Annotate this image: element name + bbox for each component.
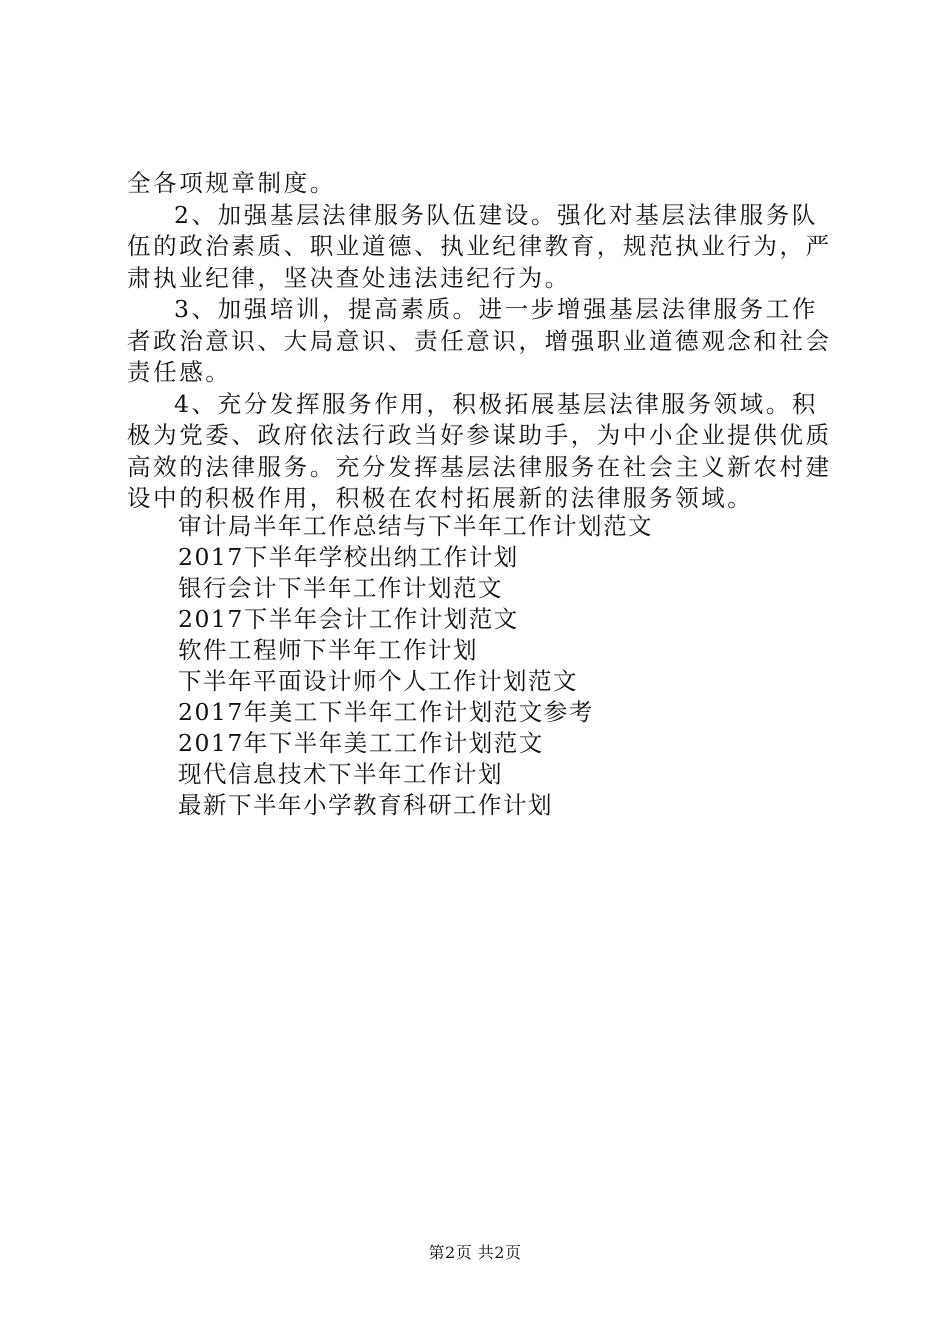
related-article-link[interactable]: 2017下半年会计工作计划范文: [178, 605, 519, 633]
related-article-link[interactable]: 软件工程师下半年工作计划: [178, 636, 478, 664]
related-article-link[interactable]: 审计局半年工作总结与下半年工作计划范文: [178, 512, 653, 540]
paragraph-continuation: 全各项规章制度。: [127, 169, 336, 197]
paragraph-item-3: 3、加强培训，提高素质。进一步增强基层法律服务工作者政治意识、大局意识、责任意识，增强职业道德观念和社会责任感。: [127, 295, 832, 386]
related-article-link[interactable]: 2017下半年学校出纳工作计划: [178, 543, 519, 571]
related-article-link[interactable]: 2017年美工下半年工作计划范文参考: [178, 698, 594, 726]
page-footer: [0, 1243, 950, 1263]
related-article-link[interactable]: 现代信息技术下半年工作计划: [178, 760, 503, 788]
page-number: 第2页 共2页: [428, 1243, 522, 1262]
related-articles-list: [178, 511, 878, 821]
document-body: [127, 168, 837, 515]
related-article-link[interactable]: 最新下半年小学教育科研工作计划: [178, 791, 553, 819]
paragraph-item-4: 4、充分发挥服务作用，积极拓展基层法律服务领域。积极为党委、政府依法行政当好参谋助手，为中小企业提供优质高效的法律服务。充分发挥基层法律服务在社会主义新农村建设中的积极作用，积极在农村拓展新的法律服务领域。: [127, 389, 832, 512]
related-article-link[interactable]: 下半年平面设计师个人工作计划范文: [178, 667, 578, 695]
paragraph-item-2: 2、加强基层法律服务队伍建设。强化对基层法律服务队伍的政治素质、职业道德、执业纪律教育，规范执业行为，严肃执业纪律，坚决查处违法违纪行为。: [127, 200, 832, 292]
related-article-link[interactable]: 银行会计下半年工作计划范文: [178, 574, 503, 602]
related-article-link[interactable]: 2017年下半年美工工作计划范文: [178, 729, 544, 757]
